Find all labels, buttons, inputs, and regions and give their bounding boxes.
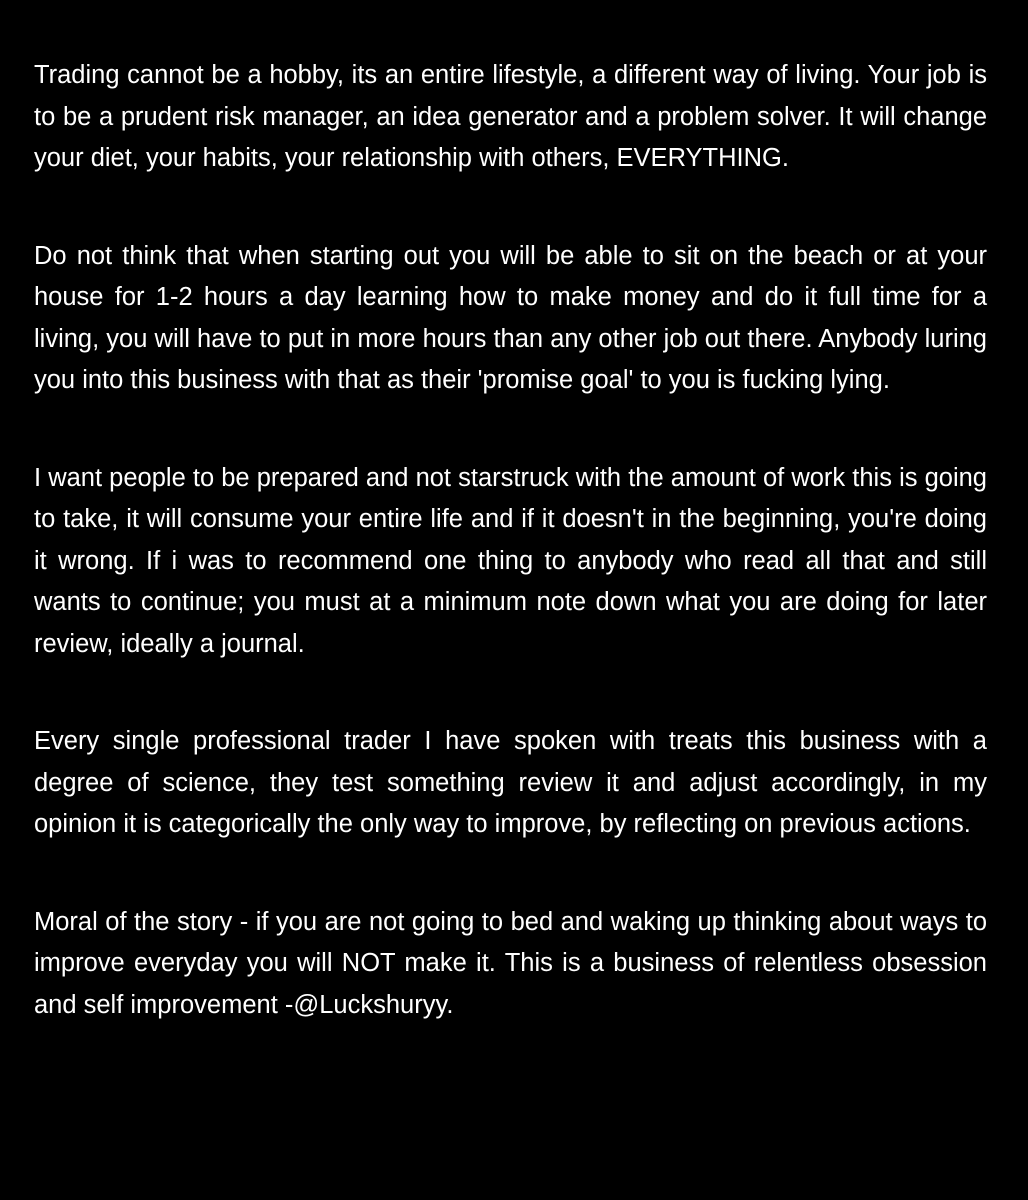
paragraph-preparation: I want people to be prepared and not starstruck with the amount of work this is going to take, it will consume your entire life and if it doesn't in the beginning, you're doing it wrong. If i was to recommend one thing to anybody who read all that and still wants to continue; you must at a minimum note down what you are doing for later review, ideally a journal.	[34, 463, 987, 658]
paragraph-lifestyle: Trading cannot be a hobby, its an entire lifestyle, a different way of living. Your job is to be a prudent risk manager, an idea generator and a problem solver. It will change your diet, your habits, your relationship with others, EVERYTHING.	[34, 61, 987, 172]
paragraph-hours: Do not think that when starting out you will be able to sit on the beach or at your house for 1-2 hours a day learning how to make money and do it full time for a living, you will have to put in more hours than any other job out there. Anybody luring you into this business with that as their 'promise goal' to you is fucking lying.	[34, 241, 987, 394]
paragraph-professional-traders: Every single professional trader I have spoken with treats this business with a degree of science, they test something review it and adjust accordingly, in my opinion it is categorically the only way to improve, by reflecting on previous actions.	[34, 727, 987, 838]
paragraph-moral: Moral of the story - if you are not going to bed and waking up thinking about ways to improve everyday you will NOT make it. This is a business of relentless obsession and self improvement -@Luckshuryy.	[34, 907, 987, 1019]
